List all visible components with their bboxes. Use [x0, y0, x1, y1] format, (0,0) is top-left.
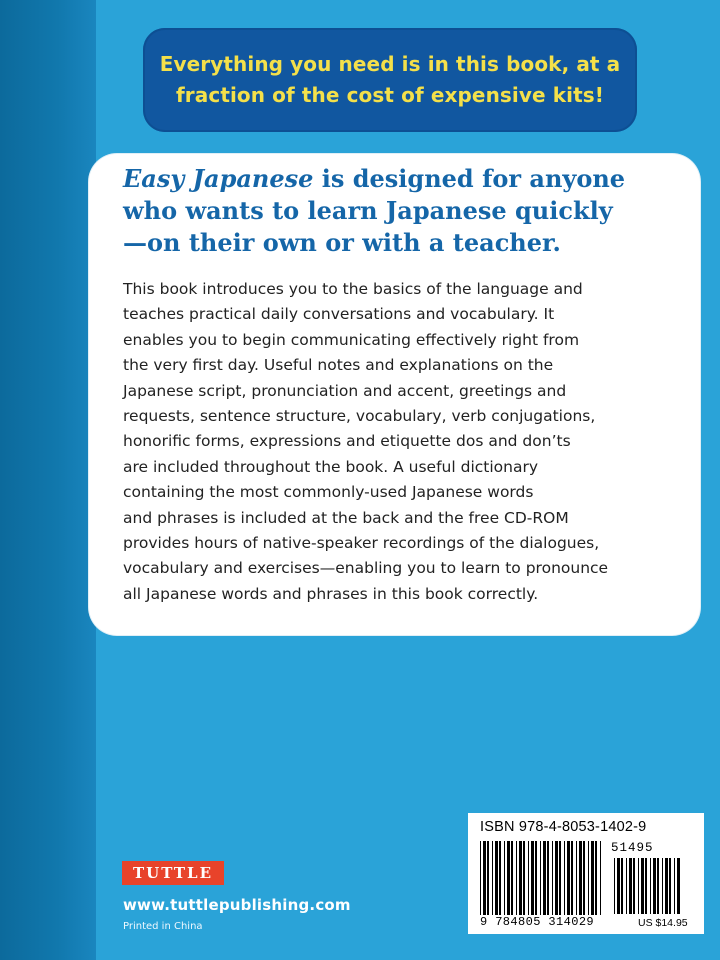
body-line: containing the most commonly-used Japanese words: [123, 483, 534, 502]
body-line: the very first day. Useful notes and explanations on the: [123, 356, 554, 375]
barcode-bar: [626, 858, 627, 914]
banner-line-1: Everything you need is in this book, at a: [159, 52, 621, 76]
barcode-bar: [588, 841, 589, 915]
barcode-bar: [629, 858, 632, 914]
barcode-bar: [662, 858, 663, 914]
barcode-bar: [507, 841, 510, 915]
barcode-bar: [674, 858, 675, 914]
body-line: teaches practical daily conversations and vocabulary. It: [123, 305, 555, 324]
barcode-bar: [552, 841, 553, 915]
barcode-bar: [650, 858, 651, 914]
body-line: provides hours of native-speaker recordings of the dialogues,: [123, 534, 600, 553]
barcode-bar: [528, 841, 529, 915]
price-barcode-icon: [614, 858, 680, 914]
barcode-bar: [480, 841, 481, 915]
barcode-bar: [487, 841, 489, 915]
barcode-bar: [555, 841, 558, 915]
headline-line-2: who wants to learn Japanese quickly: [123, 196, 613, 225]
body-line: vocabulary and exercises—enabling you to learn to pronounce: [123, 559, 609, 578]
book-spine: [0, 0, 96, 960]
barcode-bar: [564, 841, 565, 915]
barcode-bar: [576, 841, 577, 915]
price-code: 51495: [611, 841, 654, 855]
barcode-bar: [645, 858, 647, 914]
barcode-bar: [633, 858, 635, 914]
headline-line-1: [123, 163, 680, 195]
description-body: [123, 277, 680, 607]
ean-digits: 9 784805 314029: [480, 915, 595, 929]
barcode-bar: [638, 858, 639, 914]
price-label: US $14.95: [638, 917, 688, 929]
barcode-bar: [579, 841, 582, 915]
headline: [123, 163, 680, 259]
barcode-bar: [543, 841, 546, 915]
barcode-bar: [540, 841, 541, 915]
barcode-bar: [621, 858, 623, 914]
barcode-bar: [595, 841, 597, 915]
barcode-bar: [531, 841, 534, 915]
barcode-bar: [492, 841, 493, 915]
body-line: Japanese script, pronunciation and accent, greetings and: [123, 381, 567, 400]
printed-in-note: Printed in China: [123, 921, 203, 932]
promo-banner: [143, 28, 637, 132]
headline-line-3: —on their own or with a teacher.: [123, 228, 561, 257]
body-line: honorific forms, expressions and etiquette dos and don’ts: [123, 432, 571, 451]
barcode-bar: [641, 858, 644, 914]
barcode-bar: [614, 858, 615, 914]
description-panel: [89, 154, 700, 635]
barcode-bar: [571, 841, 573, 915]
barcode-bar: [504, 841, 505, 915]
barcode-bar: [567, 841, 570, 915]
barcode-bar: [617, 858, 620, 914]
barcode-bar: [519, 841, 522, 915]
barcode-bar: [653, 858, 656, 914]
isbn-barcode-box: [468, 813, 704, 934]
barcode-bar: [495, 841, 498, 915]
barcode-bar: [600, 841, 601, 915]
barcode-bar: [665, 858, 668, 914]
barcode-bar: [677, 858, 680, 914]
barcode-bar: [499, 841, 501, 915]
body-line: requests, sentence structure, vocabulary, verb conjugations,: [123, 407, 596, 426]
body-line: all Japanese words and phrases in this book correctly.: [123, 584, 539, 603]
banner-line-2: fraction of the cost of expensive kits!: [176, 83, 604, 107]
body-line: are included throughout the book. A useful dictionary: [123, 457, 539, 476]
barcode-bar: [535, 841, 537, 915]
barcode-bar: [559, 841, 561, 915]
body-line: enables you to begin communicating effectively right from: [123, 330, 580, 349]
headline-line-1-rest: is designed for anyone: [313, 164, 626, 193]
barcode-bar: [591, 841, 594, 915]
barcode-bar: [657, 858, 659, 914]
book-title: Easy Japanese: [123, 164, 314, 193]
barcode-bar: [547, 841, 549, 915]
ean-barcode-icon: [480, 841, 604, 915]
barcode-bar: [523, 841, 525, 915]
barcode-bar: [511, 841, 513, 915]
publisher-website[interactable]: www.tuttlepublishing.com: [123, 896, 351, 914]
barcode-bar: [669, 858, 671, 914]
body-line: and phrases is included at the back and the free CD-ROM: [123, 508, 569, 527]
barcode-bar: [483, 841, 486, 915]
barcode-bar: [583, 841, 585, 915]
isbn-number: ISBN 978-4-8053-1402-9: [480, 819, 647, 835]
tuttle-logo: TUTTLE: [122, 861, 224, 885]
body-line: This book introduces you to the basics of the language and: [123, 280, 583, 298]
barcode-bar: [516, 841, 517, 915]
